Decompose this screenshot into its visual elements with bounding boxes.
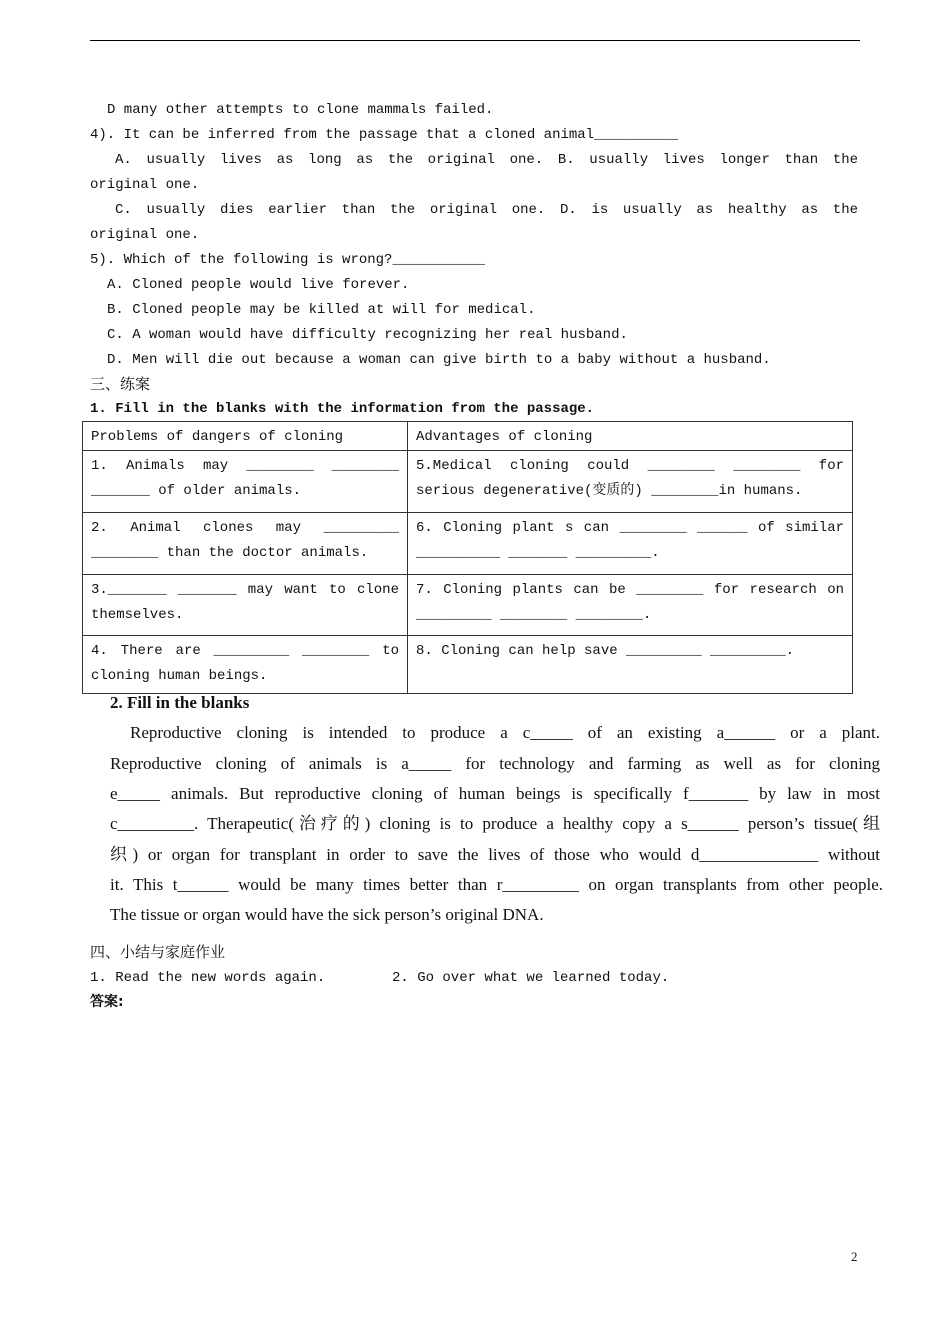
question-4-options-ab: A. usually lives as long as the original one. B. usually lives longer than the xyxy=(115,152,858,168)
task-1-heading: 1. Fill in the blanks with the information from the passage. xyxy=(90,401,595,417)
cell-line: cloning human beings. xyxy=(91,668,268,684)
cell-line: 7. Cloning plants can be ________ for research on xyxy=(416,582,844,598)
answers-label: 答案: xyxy=(90,994,124,1010)
paragraph-line: it. This t______ would be many times better than r_________ on organ transplants from other people. xyxy=(110,875,883,894)
option-3d: D many other attempts to clone mammals failed. xyxy=(107,102,494,118)
question-4-options-cd-cont: original one. xyxy=(90,227,200,243)
cell-line: _________ ________ ________. xyxy=(416,607,652,623)
paragraph-line: The tissue or organ would have the sick person’s original DNA. xyxy=(110,905,544,924)
paragraph-line: c_________. Therapeutic(治疗的) cloning is to produce a healthy copy a s______ person’s tissue(组 xyxy=(110,814,880,833)
table-row xyxy=(83,513,853,575)
cell-line: serious degenerative(变质的) ________in humans. xyxy=(416,483,803,499)
paragraph-line: Reproductive cloning of animals is a_____ for technology and farming as well as for cloning xyxy=(110,754,880,773)
paragraph-line: e_____ animals. But reproductive cloning of human beings is specifically f_______ by law in most xyxy=(110,784,880,803)
cell-line: _______ of older animals. xyxy=(91,483,302,499)
homework-1: 1. Read the new words again. xyxy=(90,970,326,986)
cell-line: 3._______ _______ may want to clone xyxy=(91,582,399,598)
cell-line: __________ _______ _________. xyxy=(416,545,660,561)
option-5b: B. Cloned people may be killed at will for medical. xyxy=(107,302,536,318)
cell-line: 2. Animal clones may _________ xyxy=(91,520,399,536)
cloning-table xyxy=(82,421,853,694)
option-5a: A. Cloned people would live forever. xyxy=(107,277,410,293)
section-4-title: 四、小结与家庭作业 xyxy=(90,943,226,961)
homework-2: 2. Go over what we learned today. xyxy=(392,970,670,986)
cell-line: 5.Medical cloning could ________ ________ for xyxy=(416,458,844,474)
table-row xyxy=(83,575,853,636)
page-number: 2 xyxy=(851,1249,858,1264)
cell-line: 1. Animals may ________ ________ xyxy=(91,458,399,474)
cell-line: 4. There are _________ ________ to xyxy=(91,643,399,659)
table-header-advantages: Advantages of cloning xyxy=(408,422,853,451)
option-5d: D. Men will die out because a woman can give birth to a baby without a husband. xyxy=(107,352,771,368)
cell-line: 8. Cloning can help save _________ _________. xyxy=(416,643,795,659)
table-row xyxy=(83,636,853,694)
table-row xyxy=(83,451,853,513)
option-5c: C. A woman would have difficulty recognizing her real husband. xyxy=(107,327,628,343)
paragraph-line: Reproductive cloning is intended to produce a c_____ of an existing a______ or a plant. xyxy=(130,723,880,742)
cell-line: 6. Cloning plant s can ________ ______ of similar xyxy=(416,520,844,536)
task-2-heading: 2. Fill in the blanks xyxy=(110,693,250,712)
question-4: 4). It can be inferred from the passage that a cloned animal__________ xyxy=(90,127,679,143)
section-3-title: 三、练案 xyxy=(90,375,151,393)
question-4-options-ab-cont: original one. xyxy=(90,177,200,193)
cell-line: ________ than the doctor animals. xyxy=(91,545,369,561)
paragraph-line: 织) or organ for transplant in order to save the lives of those who would d______________ without xyxy=(110,845,880,864)
header-rule xyxy=(90,40,860,41)
question-4-options-cd: C. usually dies earlier than the original one. D. is usually as healthy as the xyxy=(115,202,858,218)
question-5: 5). Which of the following is wrong?___________ xyxy=(90,252,485,268)
table-header-problems: Problems of dangers of cloning xyxy=(83,422,408,451)
cell-line: themselves. xyxy=(91,607,184,623)
